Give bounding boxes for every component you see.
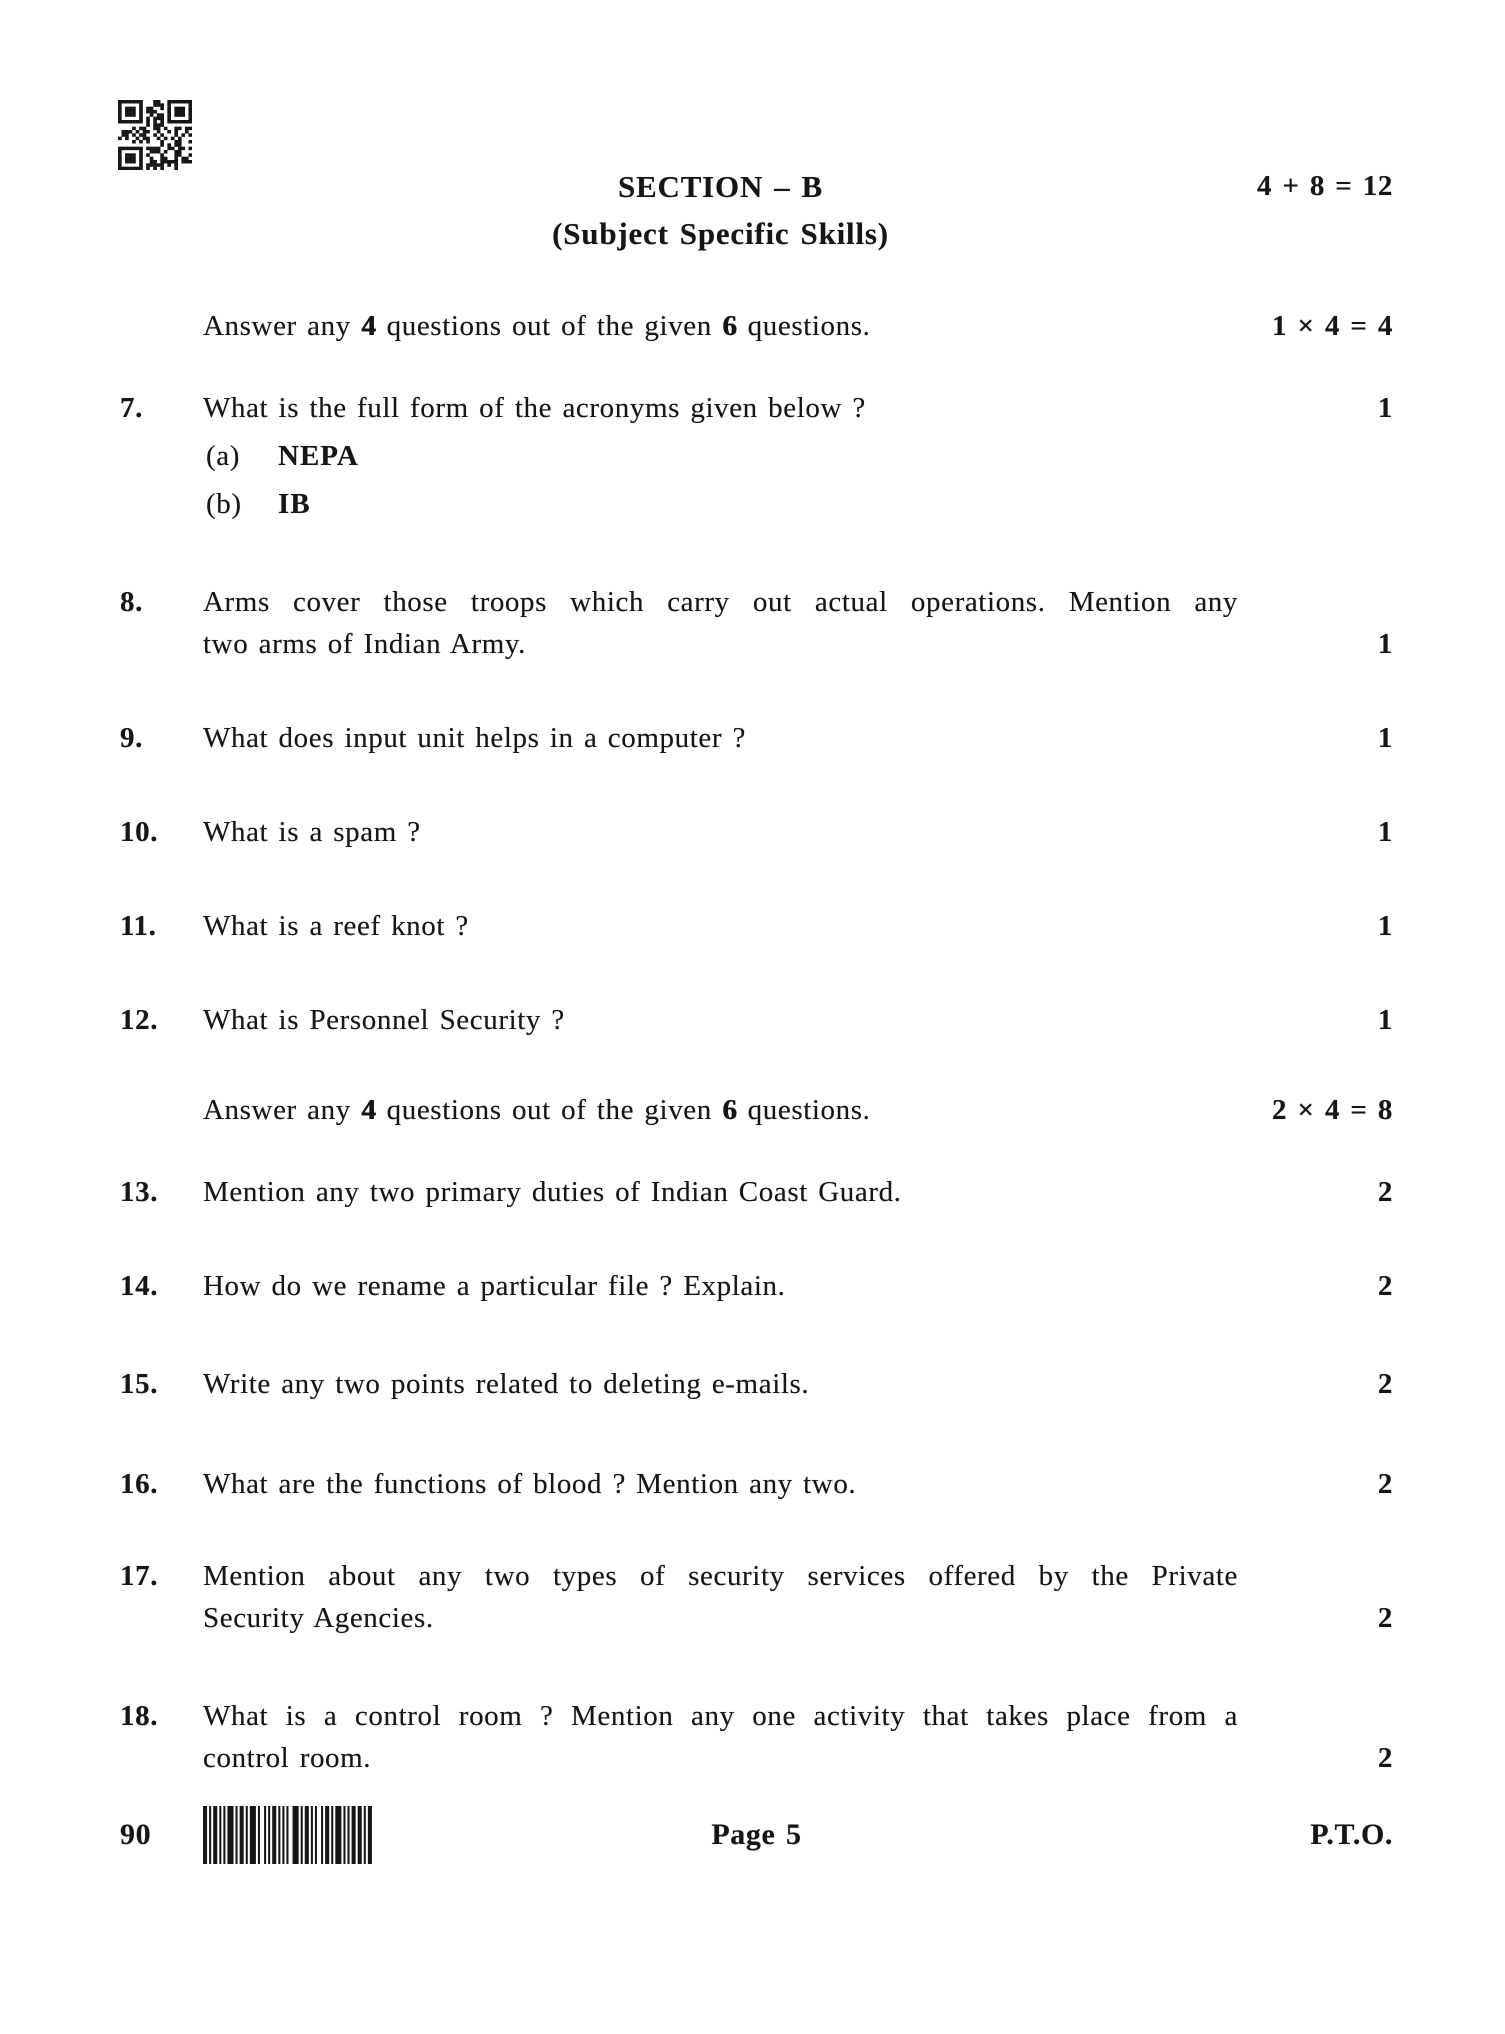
question-line: Mention about any two types of security services offered by the Private <box>203 1560 1238 1592</box>
question-number: 10. <box>120 816 159 848</box>
question-marks: 2 <box>1377 1602 1393 1634</box>
question-row-15 <box>120 1363 1393 1405</box>
question-row-16 <box>120 1463 1393 1505</box>
question-text <box>203 905 1238 947</box>
question-marks: 2 <box>1377 1368 1393 1400</box>
question-line: What is a reef knot ? <box>203 910 469 942</box>
sub-item-value: NEPA <box>278 440 359 472</box>
question-text <box>203 581 1238 665</box>
question-row-13 <box>120 1171 1393 1213</box>
page-footer <box>120 1806 1393 1870</box>
instruction-count: 4 <box>361 310 377 342</box>
qr-code-icon <box>118 100 192 170</box>
question-line: Mention any two primary duties of Indian Coast Guard. <box>203 1176 902 1208</box>
question-marks: 1 <box>1377 816 1393 848</box>
question-number: 13. <box>120 1176 159 1208</box>
question-marks: 2 <box>1377 1742 1393 1774</box>
section-header <box>120 163 1393 257</box>
instruction-row-1 <box>120 305 1393 347</box>
instruction-middle: questions out of the given <box>376 310 723 342</box>
barcode <box>203 1806 376 1864</box>
question-marks: 1 <box>1377 392 1393 424</box>
question-marks: 1 <box>1377 1004 1393 1036</box>
sub-item-label: (a) <box>206 440 240 472</box>
question-text <box>203 999 1238 1041</box>
question-marks: 1 <box>1377 722 1393 754</box>
question-line: Security Agencies. <box>203 1602 434 1634</box>
question-line: control room. <box>203 1742 372 1774</box>
question-row-8 <box>120 581 1393 665</box>
question-row-14 <box>120 1265 1393 1307</box>
question-number: 16. <box>120 1468 159 1500</box>
question-line: Write any two points related to deleting e-mails. <box>203 1368 810 1400</box>
question-line: What is a spam ? <box>203 816 421 848</box>
question-row-18 <box>120 1695 1393 1779</box>
question-line: What are the functions of blood ? Mention any two. <box>203 1468 857 1500</box>
instruction-total: 6 <box>722 1094 738 1126</box>
pto-label: P.T.O. <box>1310 1818 1393 1851</box>
question-row-12 <box>120 999 1393 1041</box>
question-line: What does input unit helps in a computer ? <box>203 722 746 754</box>
question-line: How do we rename a particular file ? Explain. <box>203 1270 786 1302</box>
question-line: What is Personnel Security ? <box>203 1004 565 1036</box>
question-row-11 <box>120 905 1393 947</box>
question-text <box>203 1695 1238 1779</box>
question-marks: 1 <box>1377 628 1393 660</box>
question-number: 8. <box>120 586 143 618</box>
question-number: 11. <box>120 910 157 942</box>
instruction-text <box>203 1089 1238 1131</box>
instruction-marks-equation: 1 × 4 = 4 <box>1272 310 1393 342</box>
paper-code: 90 <box>120 1818 152 1851</box>
sub-item-value: IB <box>278 488 311 520</box>
question-number: 17. <box>120 1560 159 1592</box>
page-number: Page 5 <box>711 1818 802 1851</box>
question-number: 18. <box>120 1700 159 1732</box>
section-heading <box>203 163 1238 257</box>
sub-item-label: (b) <box>206 488 242 520</box>
question-number: 12. <box>120 1004 159 1036</box>
instruction-marks-equation: 2 × 4 = 8 <box>1272 1094 1393 1126</box>
question-line: two arms of Indian Army. <box>203 628 526 660</box>
question-text <box>203 1363 1238 1405</box>
instruction-text <box>203 305 1238 347</box>
question-row-10 <box>120 811 1393 853</box>
section-marks-equation: 4 + 8 = 12 <box>1256 170 1393 202</box>
section-subtitle: (Subject Specific Skills) <box>552 216 889 251</box>
question-text <box>203 1265 1238 1307</box>
question-marks: 2 <box>1377 1468 1393 1500</box>
instruction-middle: questions out of the given <box>376 1094 723 1126</box>
question-number: 9. <box>120 722 143 754</box>
instruction-prefix: Answer any <box>203 310 362 342</box>
instruction-total: 6 <box>722 310 738 342</box>
sub-item-b <box>203 483 1238 525</box>
question-marks: 1 <box>1377 910 1393 942</box>
question-text <box>203 1555 1238 1639</box>
question-marks: 2 <box>1377 1176 1393 1208</box>
question-number: 15. <box>120 1368 159 1400</box>
question-number: 14. <box>120 1270 159 1302</box>
question-text <box>203 1463 1238 1505</box>
instruction-suffix: questions. <box>737 310 871 342</box>
question-text <box>203 1171 1238 1213</box>
section-title: SECTION – B <box>617 169 824 204</box>
question-marks: 2 <box>1377 1270 1393 1302</box>
question-number: 7. <box>120 392 143 424</box>
instruction-row-2 <box>120 1089 1393 1131</box>
question-line: What is a control room ? Mention any one activity that takes place from a <box>203 1700 1238 1732</box>
instruction-prefix: Answer any <box>203 1094 362 1126</box>
question-row-17 <box>120 1555 1393 1639</box>
question-text <box>203 717 1238 759</box>
instruction-suffix: questions. <box>737 1094 871 1126</box>
question-row-7 <box>120 387 1393 525</box>
question-text <box>203 387 1238 525</box>
sub-item-a <box>203 435 1238 477</box>
question-line: What is the full form of the acronyms given below ? <box>203 392 866 424</box>
question-row-9 <box>120 717 1393 759</box>
instruction-count: 4 <box>361 1094 377 1126</box>
question-text <box>203 811 1238 853</box>
question-line: Arms cover those troops which carry out actual operations. Mention any <box>203 586 1238 618</box>
